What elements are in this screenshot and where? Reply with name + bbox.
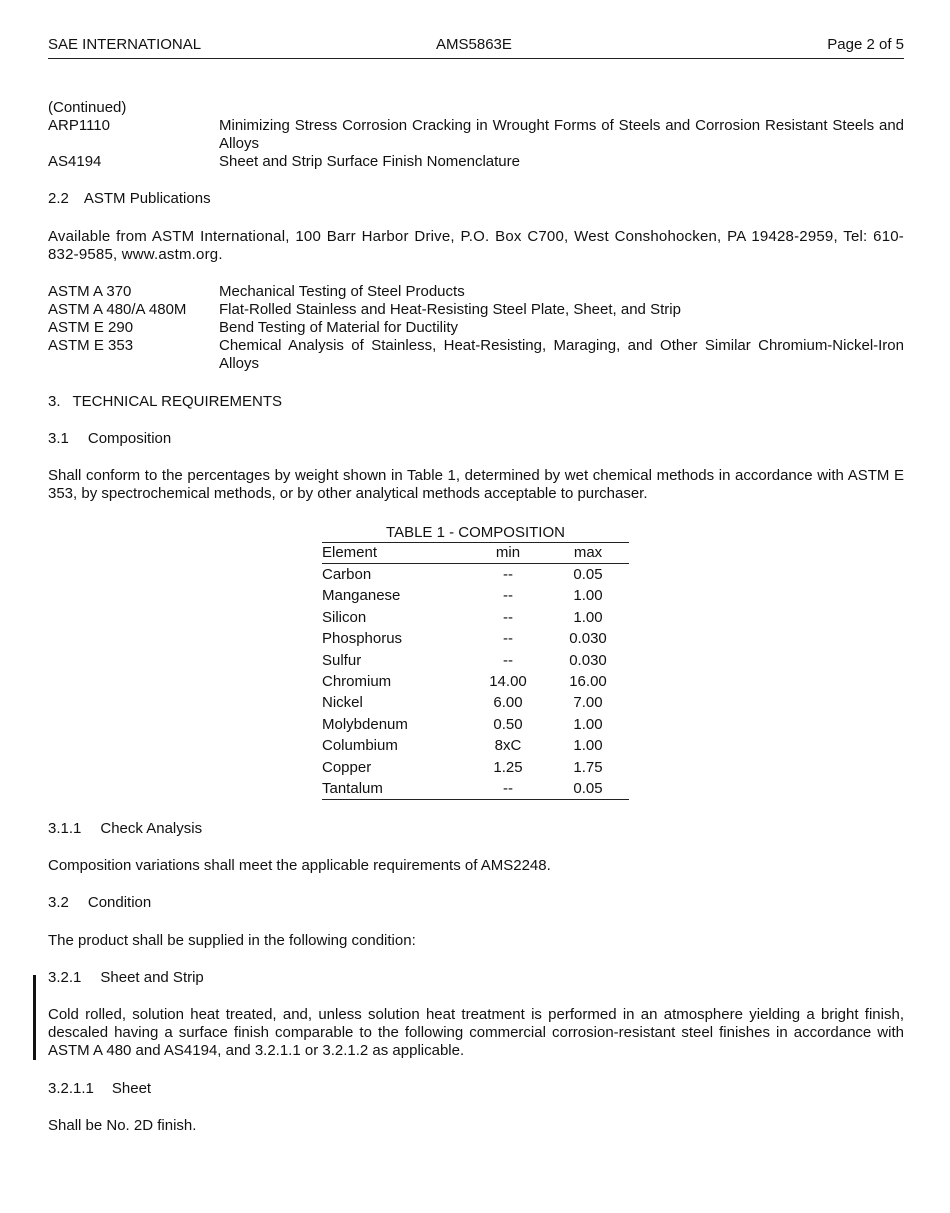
element-min: -- (503, 651, 513, 669)
reference-title: Mechanical Testing of Steel Products (219, 283, 465, 300)
element-name: Nickel (322, 694, 363, 712)
element-name: Manganese (322, 587, 401, 605)
reference-entry (48, 117, 904, 153)
table-header-row (322, 543, 629, 564)
element-max: 1.75 (573, 758, 603, 776)
section-title: Sheet (111, 1080, 152, 1097)
element-min: 14.00 (489, 672, 527, 690)
reference-code: ASTM A 370 (48, 283, 132, 300)
reference-code: AS4194 (48, 153, 102, 170)
element-name: Carbon (322, 566, 372, 583)
section-heading-3-1-1 (48, 820, 202, 838)
section-title: Condition (87, 894, 152, 911)
column-header-max: max (573, 544, 603, 561)
reference-entry (48, 337, 904, 373)
element-min: 6.00 (493, 694, 523, 712)
section-title: Sheet and Strip (100, 969, 204, 986)
element-max: 0.030 (569, 630, 607, 648)
section-heading-2-2 (48, 190, 211, 208)
reference-entry (48, 301, 904, 319)
table-row (322, 757, 629, 778)
reference-code: ASTM E 353 (48, 337, 134, 354)
section-title: Composition (87, 430, 172, 447)
element-min: 8xC (494, 737, 522, 755)
sheet-strip-paragraph: Cold rolled, solution heat treated, and, unless solution heat treatment is performed in an atmosphere yielding a bright finish, descaled having a surface finish comparable to the following commercial corrosion-resistant steel finishes in accordance with ASTM A 480 and AS4194, and 3.2.1.1 or 3.2.1.2 as applicable. (48, 1006, 904, 1059)
element-name: Sulfur (322, 651, 362, 669)
astm-availability-paragraph: Available from ASTM International, 100 Barr Harbor Drive, P.O. Box C700, West Conshohocken, PA 19428-2959, Tel: 610-832-9585, www.astm.org. (48, 228, 904, 263)
element-min: -- (503, 566, 513, 583)
reference-code: ASTM A 480/A 480M (48, 301, 187, 318)
section-title: TECHNICAL REQUIREMENTS (72, 393, 282, 410)
table-row (322, 778, 629, 800)
element-min: -- (503, 779, 513, 797)
composition-paragraph: Shall conform to the percentages by weight shown in Table 1, determined by wet chemical methods in accordance with ASTM E 353, by spectrochemical methods, or by other analytical methods acceptable to purchaser. (48, 467, 904, 502)
element-name: Phosphorus (322, 630, 403, 648)
element-max: 1.00 (573, 737, 603, 755)
element-name: Copper (322, 758, 372, 776)
element-max: 0.05 (573, 566, 603, 583)
section-number: 3.2 (48, 894, 69, 911)
section-heading-3-2-1 (48, 969, 204, 987)
element-max: 7.00 (573, 694, 603, 712)
check-analysis-paragraph: Composition variations shall meet the applicable requirements of AMS2248. (48, 857, 551, 874)
table-row (322, 585, 629, 606)
reference-entry (48, 283, 904, 301)
section-number: 3.1 (48, 430, 69, 447)
section-number: 3.1.1 (48, 820, 82, 837)
table-title: TABLE 1 - COMPOSITION (322, 523, 629, 543)
section-title: Check Analysis (100, 820, 203, 837)
table-row (322, 671, 629, 692)
table-row (322, 735, 629, 756)
element-min: -- (503, 587, 513, 605)
document-page (48, 0, 904, 1213)
section-heading-3 (48, 393, 282, 411)
reference-code: ARP1110 (48, 117, 110, 134)
reference-entry (48, 153, 904, 171)
section-title: ASTM Publications (83, 190, 211, 207)
table-row (322, 692, 629, 713)
reference-title: Minimizing Stress Corrosion Cracking in Wrought Forms of Steels and Corrosion Resistant Steels and Alloys (219, 117, 904, 152)
reference-entry (48, 319, 904, 337)
element-min: -- (503, 608, 513, 626)
element-name: Silicon (322, 608, 367, 626)
reference-title: Flat-Rolled Stainless and Heat-Resisting Steel Plate, Sheet, and Strip (219, 301, 681, 318)
composition-table (322, 523, 629, 800)
reference-title: Bend Testing of Material for Ductility (219, 319, 458, 336)
section-number: 2.2 (48, 190, 69, 207)
element-max: 0.05 (573, 779, 603, 797)
table-row (322, 714, 629, 735)
element-max: 1.00 (573, 715, 603, 733)
revision-change-bar (33, 975, 36, 1060)
sheet-finish-paragraph: Shall be No. 2D finish. (48, 1117, 197, 1134)
reference-title: Chemical Analysis of Stainless, Heat-Resisting, Maraging, and Other Similar Chromium-Nickel-Iron Alloys (219, 337, 904, 372)
element-min: -- (503, 630, 513, 648)
element-max: 16.00 (569, 672, 607, 690)
section-heading-3-2-1-1 (48, 1080, 151, 1098)
header-page-number: Page 2 of 5 (827, 36, 904, 53)
element-min: 1.25 (493, 758, 523, 776)
element-name: Tantalum (322, 779, 383, 797)
table-row (322, 564, 629, 585)
section-heading-3-1 (48, 430, 171, 448)
section-number: 3.2.1.1 (48, 1080, 94, 1097)
element-max: 1.00 (573, 608, 603, 626)
section-heading-3-2 (48, 894, 151, 912)
continued-label: (Continued) (48, 99, 127, 116)
header-publisher: SAE INTERNATIONAL (48, 36, 202, 53)
table-row (322, 650, 629, 671)
section-number: 3. (48, 393, 61, 410)
element-name: Molybdenum (322, 715, 408, 733)
element-name: Columbium (322, 737, 398, 755)
element-max: 1.00 (573, 587, 603, 605)
element-min: 0.50 (493, 715, 523, 733)
column-header-element: Element (322, 544, 378, 561)
condition-paragraph: The product shall be supplied in the following condition: (48, 932, 416, 949)
table-row (322, 607, 629, 628)
section-number: 3.2.1 (48, 969, 82, 986)
reference-code: ASTM E 290 (48, 319, 134, 336)
page-header (48, 36, 904, 59)
table-row (322, 628, 629, 649)
element-name: Chromium (322, 672, 392, 690)
header-document-number: AMS5863E (436, 36, 512, 53)
reference-title: Sheet and Strip Surface Finish Nomenclature (219, 153, 520, 170)
column-header-min: min (495, 544, 521, 561)
element-max: 0.030 (569, 651, 607, 669)
